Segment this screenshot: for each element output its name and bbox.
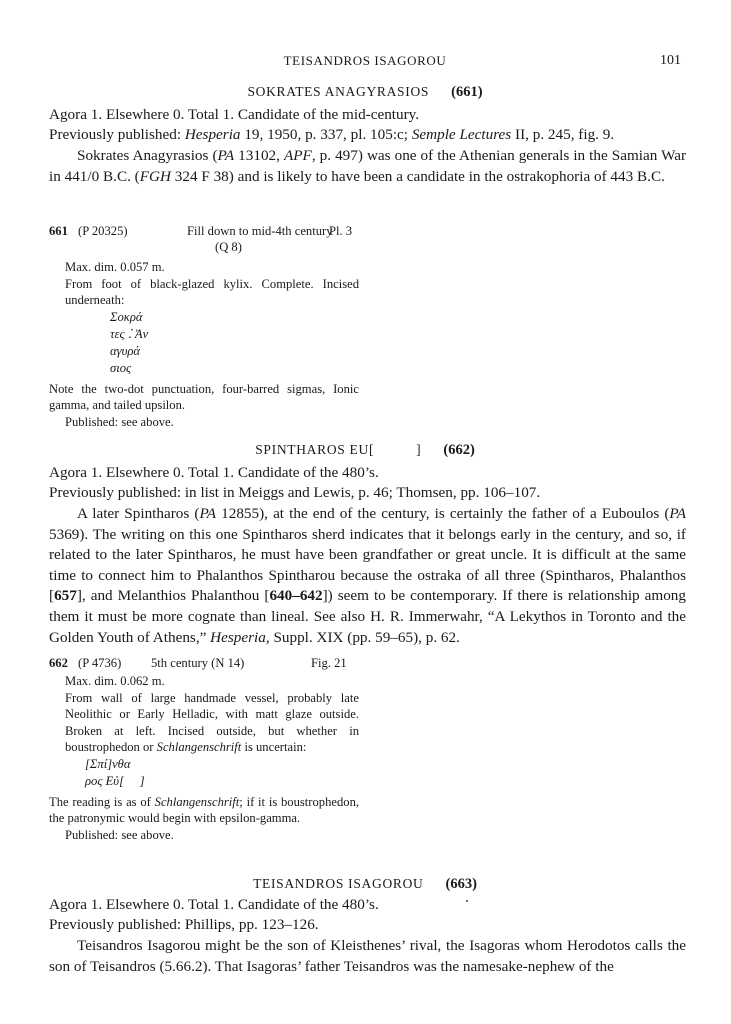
entry-662-heading (49, 442, 681, 459)
catalog-661-inscription (110, 309, 359, 377)
text-run: ; if it is boustrophedon, the patronymic would begin with epsilon-gamma. (49, 794, 360, 825)
text-run: 13102, (234, 147, 284, 164)
catalog-662-desc (65, 690, 359, 756)
catalog-entry-661 (49, 223, 359, 430)
catalog-662-header (49, 655, 359, 671)
inscription-line: σιος (110, 360, 132, 375)
prev-pub-hesperia: Hesperia (184, 126, 241, 143)
text-run: 5369). The writing on this one Spintharos sherd indicates that it belongs early in the century, and so, if related to the later Spintharos, he must have been grandfather or great uncle. It is difficult at the same time to connect him to Phalanthos Spintharou because the ostraka of all three (Spintharos, Phalanthos [ (49, 525, 686, 605)
catalog-661-published: Published: see above. (65, 414, 174, 429)
catalog-661-context: Fill down to mid-4th century (187, 224, 333, 238)
prev-pub-mid: 19, 1950, p. 337, pl. 105:c; (240, 126, 412, 143)
entry-663-number: (663) (445, 876, 477, 892)
text-run-italic: APF (283, 147, 312, 164)
catalog-662-dim: Max. dim. 0.062 m. (65, 674, 165, 688)
text-run-bold: 657 (54, 587, 77, 605)
entry-662-previously-published: Previously published: in list in Meiggs and Lewis, p. 46; Thomsen, pp. 106–107. (49, 484, 541, 501)
text-run: ], and Melanthios Phalanthou [ (76, 587, 270, 605)
inscription-line: [Σπί]νθα (85, 756, 131, 771)
page-number: 101 (660, 53, 681, 68)
inscription-line: αγυρά (110, 343, 141, 358)
entry-663-heading (49, 876, 681, 893)
entry-661-paragraph (49, 146, 686, 187)
entry-663-text: Teisandros Isagorou might be the son of Kleisthenes’ rival, the Isagoras whom Herodotos calls the son of Teisandros (5.66.2). That Isagoras’ father Teisandros was the namesake-nephew of the (49, 937, 686, 975)
entry-661-counts: Agora 1. Elsewhere 0. Total 1. Candidate of the mid-century. (49, 106, 420, 123)
entry-663-title: TEISANDROS ISAGOROU (253, 876, 424, 891)
catalog-662-published: Published: see above. (65, 827, 174, 842)
text-run-italic: Schlangenschrift (154, 794, 240, 809)
text-run: The reading is as of (49, 794, 155, 809)
entry-661-title: SOKRATES ANAGYRASIOS (247, 84, 430, 99)
inscription-line: τες ⁚ Ἀν (110, 326, 149, 341)
catalog-662-no: 662 (49, 656, 68, 670)
text-run: 12855), at the end of the century, is certainly the father of a Euboulos ( (216, 505, 670, 522)
catalog-661-no: 661 (49, 224, 68, 238)
catalog-662-note (49, 794, 359, 827)
text-run: is uncertain: (241, 740, 307, 754)
text-run: 324 F 38) and is likely to have been a candidate in the ostrakophoria of 443 (170, 167, 638, 185)
entry-661-meta (49, 105, 689, 145)
text-run: ( (130, 167, 140, 185)
text-run: , Suppl. XIX (pp. 59–65), p. 62. (265, 628, 460, 646)
text-run-bold: 640–642 (269, 587, 323, 605)
entry-661-previously-published (49, 125, 689, 145)
entry-662-counts: Agora 1. Elsewhere 0. Total 1. Candidate of the 480’s. (49, 464, 379, 481)
prev-pub-prefix: Previously published: (49, 126, 185, 143)
text-run: Sokrates Anagyrasios ( (77, 147, 218, 164)
catalog-661-header (49, 223, 359, 239)
text-run-italic: PA (669, 505, 686, 522)
inscription-line: ρος Εὐ[ ] (85, 773, 145, 788)
text-run-italic: PA (199, 505, 217, 522)
entry-662-number: (662) (443, 442, 475, 458)
catalog-661-inv: (P 20325) (78, 224, 128, 238)
entry-663-previously-published: Previously published: Phillips, pp. 123–126. (49, 916, 319, 933)
text-run-italic: FGH (139, 167, 171, 185)
text-run-italic: Hesperia (210, 628, 266, 646)
catalog-entry-662 (49, 655, 359, 843)
text-run: , p. 497) was one of the Athenian generals in the Samian War in 441/0 (49, 147, 686, 185)
catalog-661-desc: From foot of black-glazed kylix. Complete. Incised underneath: (65, 276, 359, 307)
catalog-662-context: 5th century (N 14) (151, 656, 245, 670)
entry-663-meta (49, 895, 689, 935)
entry-663-paragraph (49, 936, 686, 977)
entry-661-number: (661) (451, 84, 483, 100)
entry-662-paragraph (49, 504, 686, 648)
text-run-smallcaps: B.C. (637, 167, 665, 185)
catalog-662-inv: (P 4736) (78, 656, 122, 670)
catalog-661-grid-row (49, 239, 359, 255)
catalog-662-inscription (85, 756, 359, 790)
entry-662-title: SPINTHAROS EU[ (255, 442, 375, 457)
running-head-title: TEISANDROS ISAGOROU (283, 53, 447, 68)
text-run-italic: PA (217, 147, 235, 164)
catalog-661-note: Note the two-dot punctuation, four-barred sigmas, Ionic gamma, and tailed upsilon. (49, 381, 359, 412)
entry-661-heading (49, 84, 681, 101)
entry-662-meta (49, 463, 689, 503)
text-run: ]) seem to be contemporary. If there is relationship among them it must be more cognate than lineal. See also H. R. Immerwahr, “A Lekythos in Toronto and the Golden Youth of Athens,” (49, 587, 686, 646)
catalog-662-body (65, 673, 359, 790)
catalog-661-plate: Pl. 3 (329, 224, 353, 238)
inscription-line: Σοκρά (110, 309, 143, 324)
entry-663-counts: Agora 1. Elsewhere 0. Total 1. Candidate of the 480’s. (49, 896, 379, 913)
text-run: A later Spintharos ( (77, 505, 200, 522)
prev-pub-suffix: II, p. 245, fig. 9. (511, 126, 615, 143)
catalog-661-grid: (Q 8) (215, 240, 242, 254)
catalog-662-figure: Fig. 21 (311, 656, 347, 670)
catalog-661-body (65, 259, 359, 377)
entry-662-title-bracket: ] (416, 442, 422, 457)
text-run-smallcaps: B.C. (103, 167, 131, 185)
prev-pub-semple: Semple Lectures (411, 126, 512, 143)
running-head (49, 53, 681, 73)
text-run-italic: Schlangenschrift (156, 740, 242, 754)
text-run: From wall of large handmade vessel, probably late Neolithic or Early Helladic, with matt glaze outside. Broken at left. Incised outside, but whether in boustrophedon or (65, 690, 359, 754)
catalog-661-dim: Max. dim. 0.057 m. (65, 260, 165, 274)
